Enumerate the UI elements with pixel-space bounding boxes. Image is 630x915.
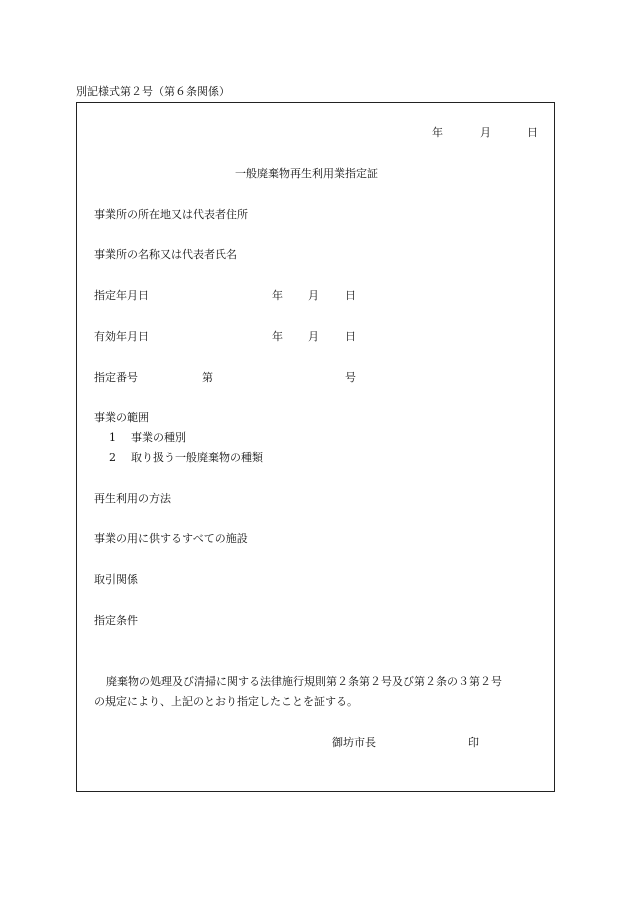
scope-item-text: 事業の種別 bbox=[131, 431, 186, 444]
valid-date-month: 月 bbox=[308, 330, 319, 343]
scope-label: 事業の範囲 bbox=[94, 411, 149, 424]
field-address-label: 事業所の所在地又は代表者住所 bbox=[94, 208, 248, 221]
facilities-label: 事業の用に供するすべての施設 bbox=[94, 532, 248, 545]
recycling-method-label: 再生利用の方法 bbox=[94, 492, 171, 505]
scope-item bbox=[109, 451, 263, 465]
valid-date-year: 年 bbox=[272, 330, 283, 343]
seal-mark: 印 bbox=[468, 736, 479, 749]
certification-line-2: の規定により、上記のとおり指定したことを証する。 bbox=[94, 695, 358, 708]
designation-date-month: 月 bbox=[308, 289, 319, 302]
scope-item-number: 2 bbox=[109, 451, 116, 464]
designation-number-suffix: 号 bbox=[345, 371, 356, 384]
issuer-name: 御坊市長 bbox=[332, 736, 376, 749]
conditions-label: 指定条件 bbox=[94, 614, 138, 627]
scope-item bbox=[109, 431, 186, 445]
field-name-label: 事業所の名称又は代表者氏名 bbox=[94, 248, 237, 261]
document-title: 一般廃棄物再生利用業指定証 bbox=[235, 167, 378, 180]
designation-date-day: 日 bbox=[345, 289, 356, 302]
header-date-month: 月 bbox=[480, 126, 491, 139]
designation-number-label: 指定番号 bbox=[94, 371, 138, 384]
certification-line-1: 廃棄物の処理及び清掃に関する法律施行規則第２条第２号及び第２条の３第２号 bbox=[106, 675, 502, 688]
valid-date-day: 日 bbox=[345, 330, 356, 343]
scope-item-text: 取り扱う一般廃棄物の種類 bbox=[131, 451, 263, 464]
designation-number-prefix: 第 bbox=[202, 371, 213, 384]
designation-date-label: 指定年月日 bbox=[94, 289, 149, 302]
form-label: 別記様式第２号（第６条関係） bbox=[76, 85, 230, 98]
scope-item-number: 1 bbox=[109, 431, 116, 444]
transactions-label: 取引関係 bbox=[94, 573, 138, 586]
header-date-year: 年 bbox=[432, 126, 443, 139]
designation-date-year: 年 bbox=[272, 289, 283, 302]
header-date-day: 日 bbox=[527, 126, 538, 139]
valid-date-label: 有効年月日 bbox=[94, 330, 149, 343]
